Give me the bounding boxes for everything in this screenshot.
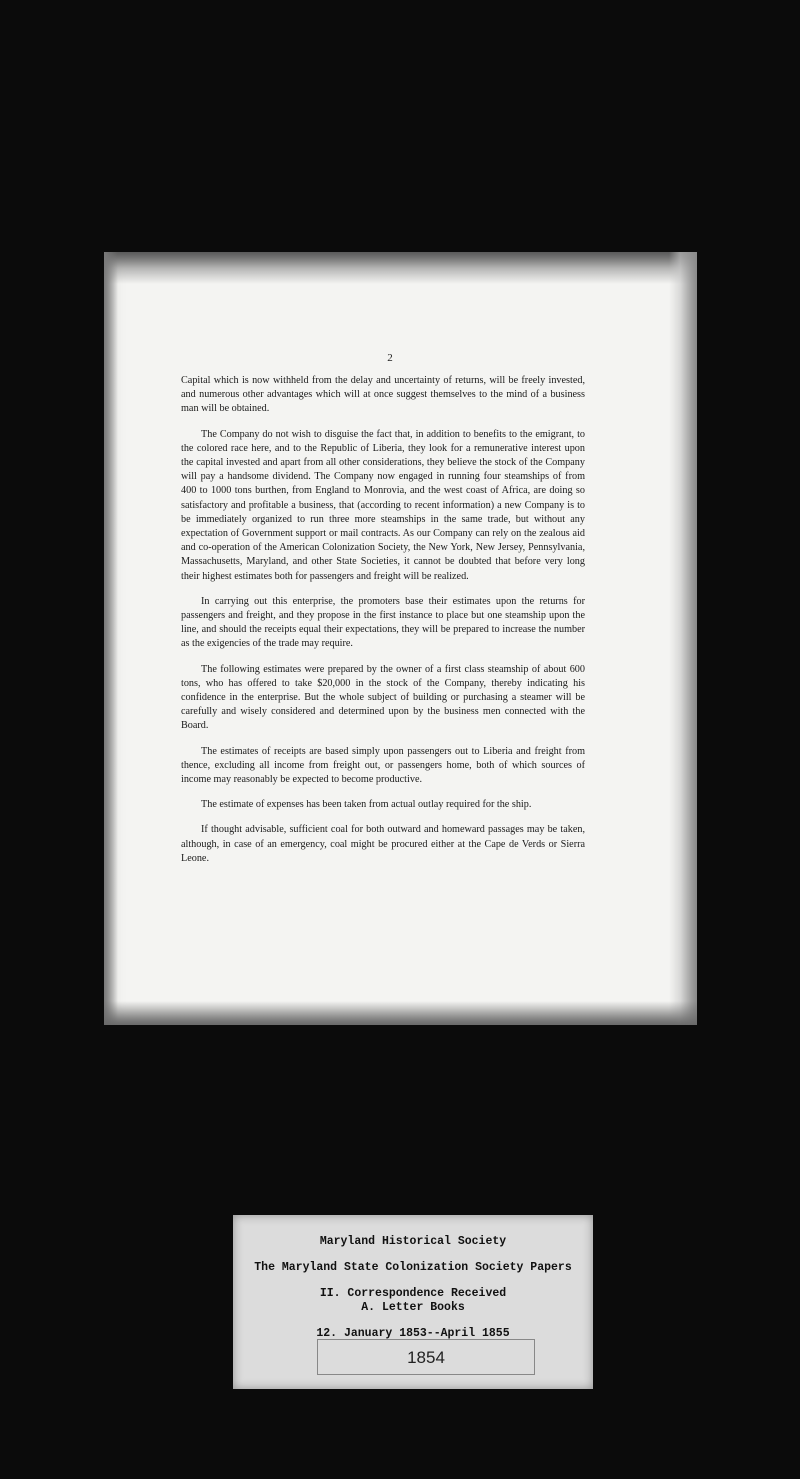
page-shadow-left: [104, 252, 118, 1025]
label-series-line1: II. Correspondence Received: [319, 1287, 507, 1300]
paragraph-3: In carrying out this enterprise, the promoters base their estimates upon the returns for passengers and freight, and they propose in the first instance to place but one steamship upon the line, and should the receipts equal their expectations, they will be prepared to increase the number as the exigencies of the trade may require.: [181, 595, 585, 650]
label-year: 1854: [407, 1348, 445, 1367]
paragraph-6: The estimate of expenses has been taken from actual outlay required for the ship.: [201, 799, 532, 811]
page-shadow-right: [669, 252, 697, 1025]
paragraph-1: Capital which is now withheld from the delay and uncertainty of returns, will be freely invested, and numerous other advantages which will at once suggest themselves to the mind of a business man will be obtained.: [181, 375, 585, 415]
page-shadow-bottom: [104, 1001, 697, 1025]
paragraph-2: The Company do not wish to disguise the fact that, in addition to benefits to the emigrant, to the colored race here, and to the Republic of Liberia, they look for a remunerative interest upon the capital invested and apart from all other considerations, they believe the stock of the Company will pay a handsome dividend. The Company now engaged in running four steamships of from 400 to 1000 tons burthen, from England to Monrovia, and the west coast of Africa, are doing so satisfactory and profitable a business, that (according to recent information) a new Company is to be immediately organized to run three more steamships in the same trade, but without any expectation of Government support or mail contracts. As our Company can rely on the zealous aid and co-operation of the American Colonization Society, the New York, New Jersey, Pennsylvania, Massachusetts, Maryland, and other State Societies, it cannot be doubted that before very long their highest estimates both for passengers and freight will be realized.: [181, 428, 585, 582]
document-page: [104, 252, 697, 1025]
paragraph-7: If thought advisable, sufficient coal for both outward and homeward passages may be taken, although, in case of an emergency, coal might be procured either at the Cape de Verds or Sierra Leone.: [181, 824, 585, 864]
page-shadow-top: [104, 252, 697, 284]
archive-label-card: [233, 1215, 593, 1389]
body-text: [181, 374, 585, 877]
label-year-box: [317, 1339, 535, 1375]
label-collection: The Maryland State Colonization Society Papers: [254, 1261, 572, 1274]
paragraph-5: The estimates of receipts are based simply upon passengers out to Liberia and freight from thence, excluding all income from freight out, or passengers home, both of which sources of income may reasonably be expected to become productive.: [181, 745, 585, 786]
paragraph-4: The following estimates were prepared by the owner of a first class steamship of about 600 tons, who has offered to take $20,000 in the stock of the Company, thereby indicating his confidence in the enterprise. But the whole subject of building or purchasing a steamer will be carefully and wisely considered and determined upon by the business men connected with the Board.: [181, 663, 585, 732]
label-volume: 12. January 1853--April 1855: [316, 1327, 510, 1340]
page-number: 2: [387, 352, 393, 364]
label-institution: Maryland Historical Society: [319, 1235, 507, 1248]
label-series-line2: A. Letter Books: [361, 1301, 465, 1314]
